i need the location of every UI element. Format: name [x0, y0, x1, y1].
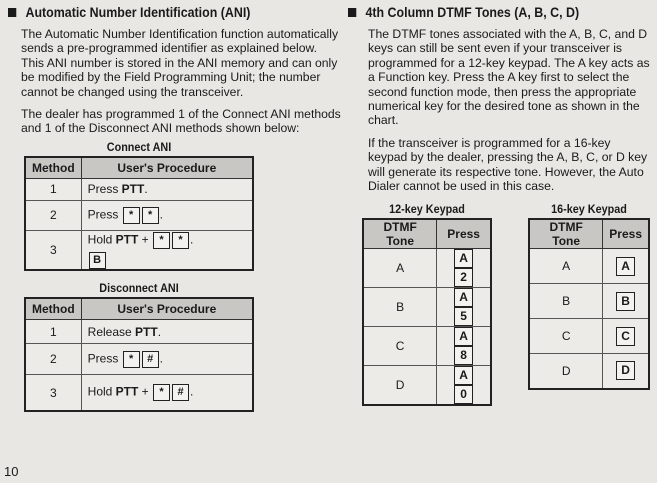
connect-ani-section	[8, 140, 270, 272]
procedure-end: .	[159, 351, 164, 366]
ani-paragraph-2: The dealer has programmed 1 of the Connect ANI methods and 1 of the Disconnect ANI methods shown below:	[21, 107, 341, 136]
keypad-16-section	[528, 198, 650, 390]
table-row	[25, 200, 253, 230]
dtmf-tone: A	[529, 249, 603, 284]
kp12-col-press: Press	[437, 219, 491, 249]
disconnect-col-procedure: User's Procedure	[81, 298, 253, 320]
procedure-verb: Press	[87, 182, 122, 197]
table-row	[529, 249, 649, 284]
method-number: 3	[25, 230, 81, 270]
key-cap-icon: A	[454, 366, 473, 385]
press-keys	[437, 366, 491, 406]
key-cap-icon: B	[616, 292, 635, 311]
left-column	[8, 0, 341, 412]
press-keys	[603, 319, 649, 354]
key-cap-icon: A	[454, 327, 473, 346]
table-row	[25, 375, 253, 411]
ani-heading	[8, 3, 310, 21]
key-cap-icon: A	[454, 288, 473, 307]
press-keys	[437, 327, 491, 366]
procedure-end: .	[190, 232, 194, 247]
procedure-suffix: .	[157, 324, 162, 339]
keypad-12-section	[362, 198, 492, 406]
extra-key-line	[88, 252, 246, 269]
disconnect-ani-table	[24, 297, 254, 412]
key-cap-icon: 5	[454, 307, 473, 326]
table-row	[25, 230, 253, 270]
key-cap-icon: 0	[454, 385, 473, 404]
dtmf-tone: B	[363, 288, 437, 327]
connect-col-method: Method	[25, 157, 81, 179]
table-row	[363, 288, 491, 327]
dtmf-heading	[348, 3, 630, 21]
table-row	[25, 178, 253, 200]
key-cap-icon: 8	[454, 346, 473, 365]
key-cap-icon: D	[616, 361, 635, 380]
key-cap-icon: *	[153, 384, 170, 401]
procedure-verb: Hold	[87, 232, 116, 247]
procedure-verb: Press	[87, 351, 122, 366]
procedure-suffix: +	[138, 232, 153, 247]
press-keys	[437, 288, 491, 327]
table-row	[363, 249, 491, 288]
dtmf-tone: C	[363, 327, 437, 366]
bullet-square-icon	[348, 8, 356, 17]
procedure-verb: Release	[87, 324, 136, 339]
keypad-12-title: 12-key Keypad	[389, 202, 465, 216]
ptt-key-label: PTT	[115, 232, 139, 247]
disconnect-ani-title: Disconnect ANI	[99, 281, 179, 296]
dtmf-tone: D	[529, 354, 603, 389]
disconnect-col-method: Method	[25, 298, 81, 320]
ptt-key-label: PTT	[135, 324, 158, 339]
dtmf-tone: C	[529, 319, 603, 354]
press-keys	[437, 249, 491, 288]
key-cap-icon: *	[172, 232, 189, 249]
key-cap-icon: B	[89, 252, 106, 269]
ani-heading-text: Automatic Number Identification (ANI)	[25, 4, 251, 20]
kp16-col-tone: DTMF Tone	[529, 219, 603, 249]
user-procedure	[81, 230, 253, 270]
bullet-square-icon	[8, 8, 16, 17]
keypad-16-table	[528, 218, 650, 390]
press-keys	[603, 284, 649, 319]
right-column	[348, 0, 654, 401]
dtmf-tone: D	[363, 366, 437, 406]
procedure-end: .	[159, 207, 164, 222]
user-procedure	[81, 344, 253, 375]
dtmf-paragraph-2: If the transceiver is programmed for a 16-key keypad by the dealer, pressing the A, B, C, or D key will generate its respective tone. However, the Auto Dialer cannot be used in this case.	[368, 135, 648, 194]
method-number: 2	[25, 344, 81, 375]
user-procedure	[81, 200, 253, 230]
ptt-key-label: PTT	[115, 384, 139, 399]
page-number: 10	[4, 464, 19, 479]
user-procedure	[81, 375, 253, 411]
press-keys	[603, 354, 649, 389]
key-cap-icon: *	[123, 207, 140, 224]
method-number: 3	[25, 375, 81, 411]
table-row	[529, 284, 649, 319]
ani-paragraph-1: The Automatic Number Identification function automatically sends a pre-programmed identifier as explained below. This ANI number is stored in the ANI memory and can only be modified by the Field Programming Unit; the number cannot be changed using the transceiver.	[21, 27, 339, 99]
press-keys	[603, 249, 649, 284]
table-row	[529, 354, 649, 389]
table-row	[363, 366, 491, 406]
dtmf-heading-text: 4th Column DTMF Tones (A, B, C, D)	[365, 4, 580, 20]
key-cap-icon: #	[172, 384, 189, 401]
user-procedure	[81, 320, 253, 344]
connect-col-procedure: User's Procedure	[81, 157, 253, 179]
table-row	[529, 319, 649, 354]
user-procedure	[81, 178, 253, 200]
dtmf-paragraph-1: The DTMF tones associated with the A, B, C, and D keys can still be sent even if your transceiver is programmed for a 12-key keypad. The A key acts as a Function key. Press the A key first to select the second function mode, then press the appropriate numerical key for the desired tone as shown in the chart.	[368, 27, 650, 128]
procedure-verb: Hold	[87, 384, 116, 399]
key-cap-icon: *	[153, 232, 170, 249]
key-cap-icon: *	[123, 351, 140, 368]
procedure-end: .	[190, 384, 194, 399]
kp16-col-press: Press	[603, 219, 649, 249]
method-number: 1	[25, 320, 81, 344]
connect-ani-title: Connect ANI	[106, 139, 172, 154]
key-cap-icon: 2	[454, 268, 473, 287]
dtmf-tone: B	[529, 284, 603, 319]
ptt-key-label: PTT	[121, 182, 145, 197]
method-number: 1	[25, 178, 81, 200]
dtmf-tone: A	[363, 249, 437, 288]
key-cap-icon: C	[616, 327, 635, 346]
key-cap-icon: A	[616, 257, 635, 276]
table-row	[363, 327, 491, 366]
table-row	[25, 320, 253, 344]
procedure-verb: Press	[87, 207, 122, 222]
procedure-suffix: .	[144, 182, 148, 197]
table-row	[25, 344, 253, 375]
keypad-12-table	[362, 218, 492, 406]
method-number: 2	[25, 200, 81, 230]
procedure-suffix: +	[138, 384, 153, 399]
key-cap-icon: *	[142, 207, 159, 224]
disconnect-ani-section	[8, 281, 270, 412]
keypad-16-title: 16-key Keypad	[551, 202, 627, 216]
key-cap-icon: #	[142, 351, 159, 368]
kp12-col-tone: DTMF Tone	[363, 219, 437, 249]
key-cap-icon: A	[454, 249, 473, 268]
connect-ani-table	[24, 156, 254, 272]
